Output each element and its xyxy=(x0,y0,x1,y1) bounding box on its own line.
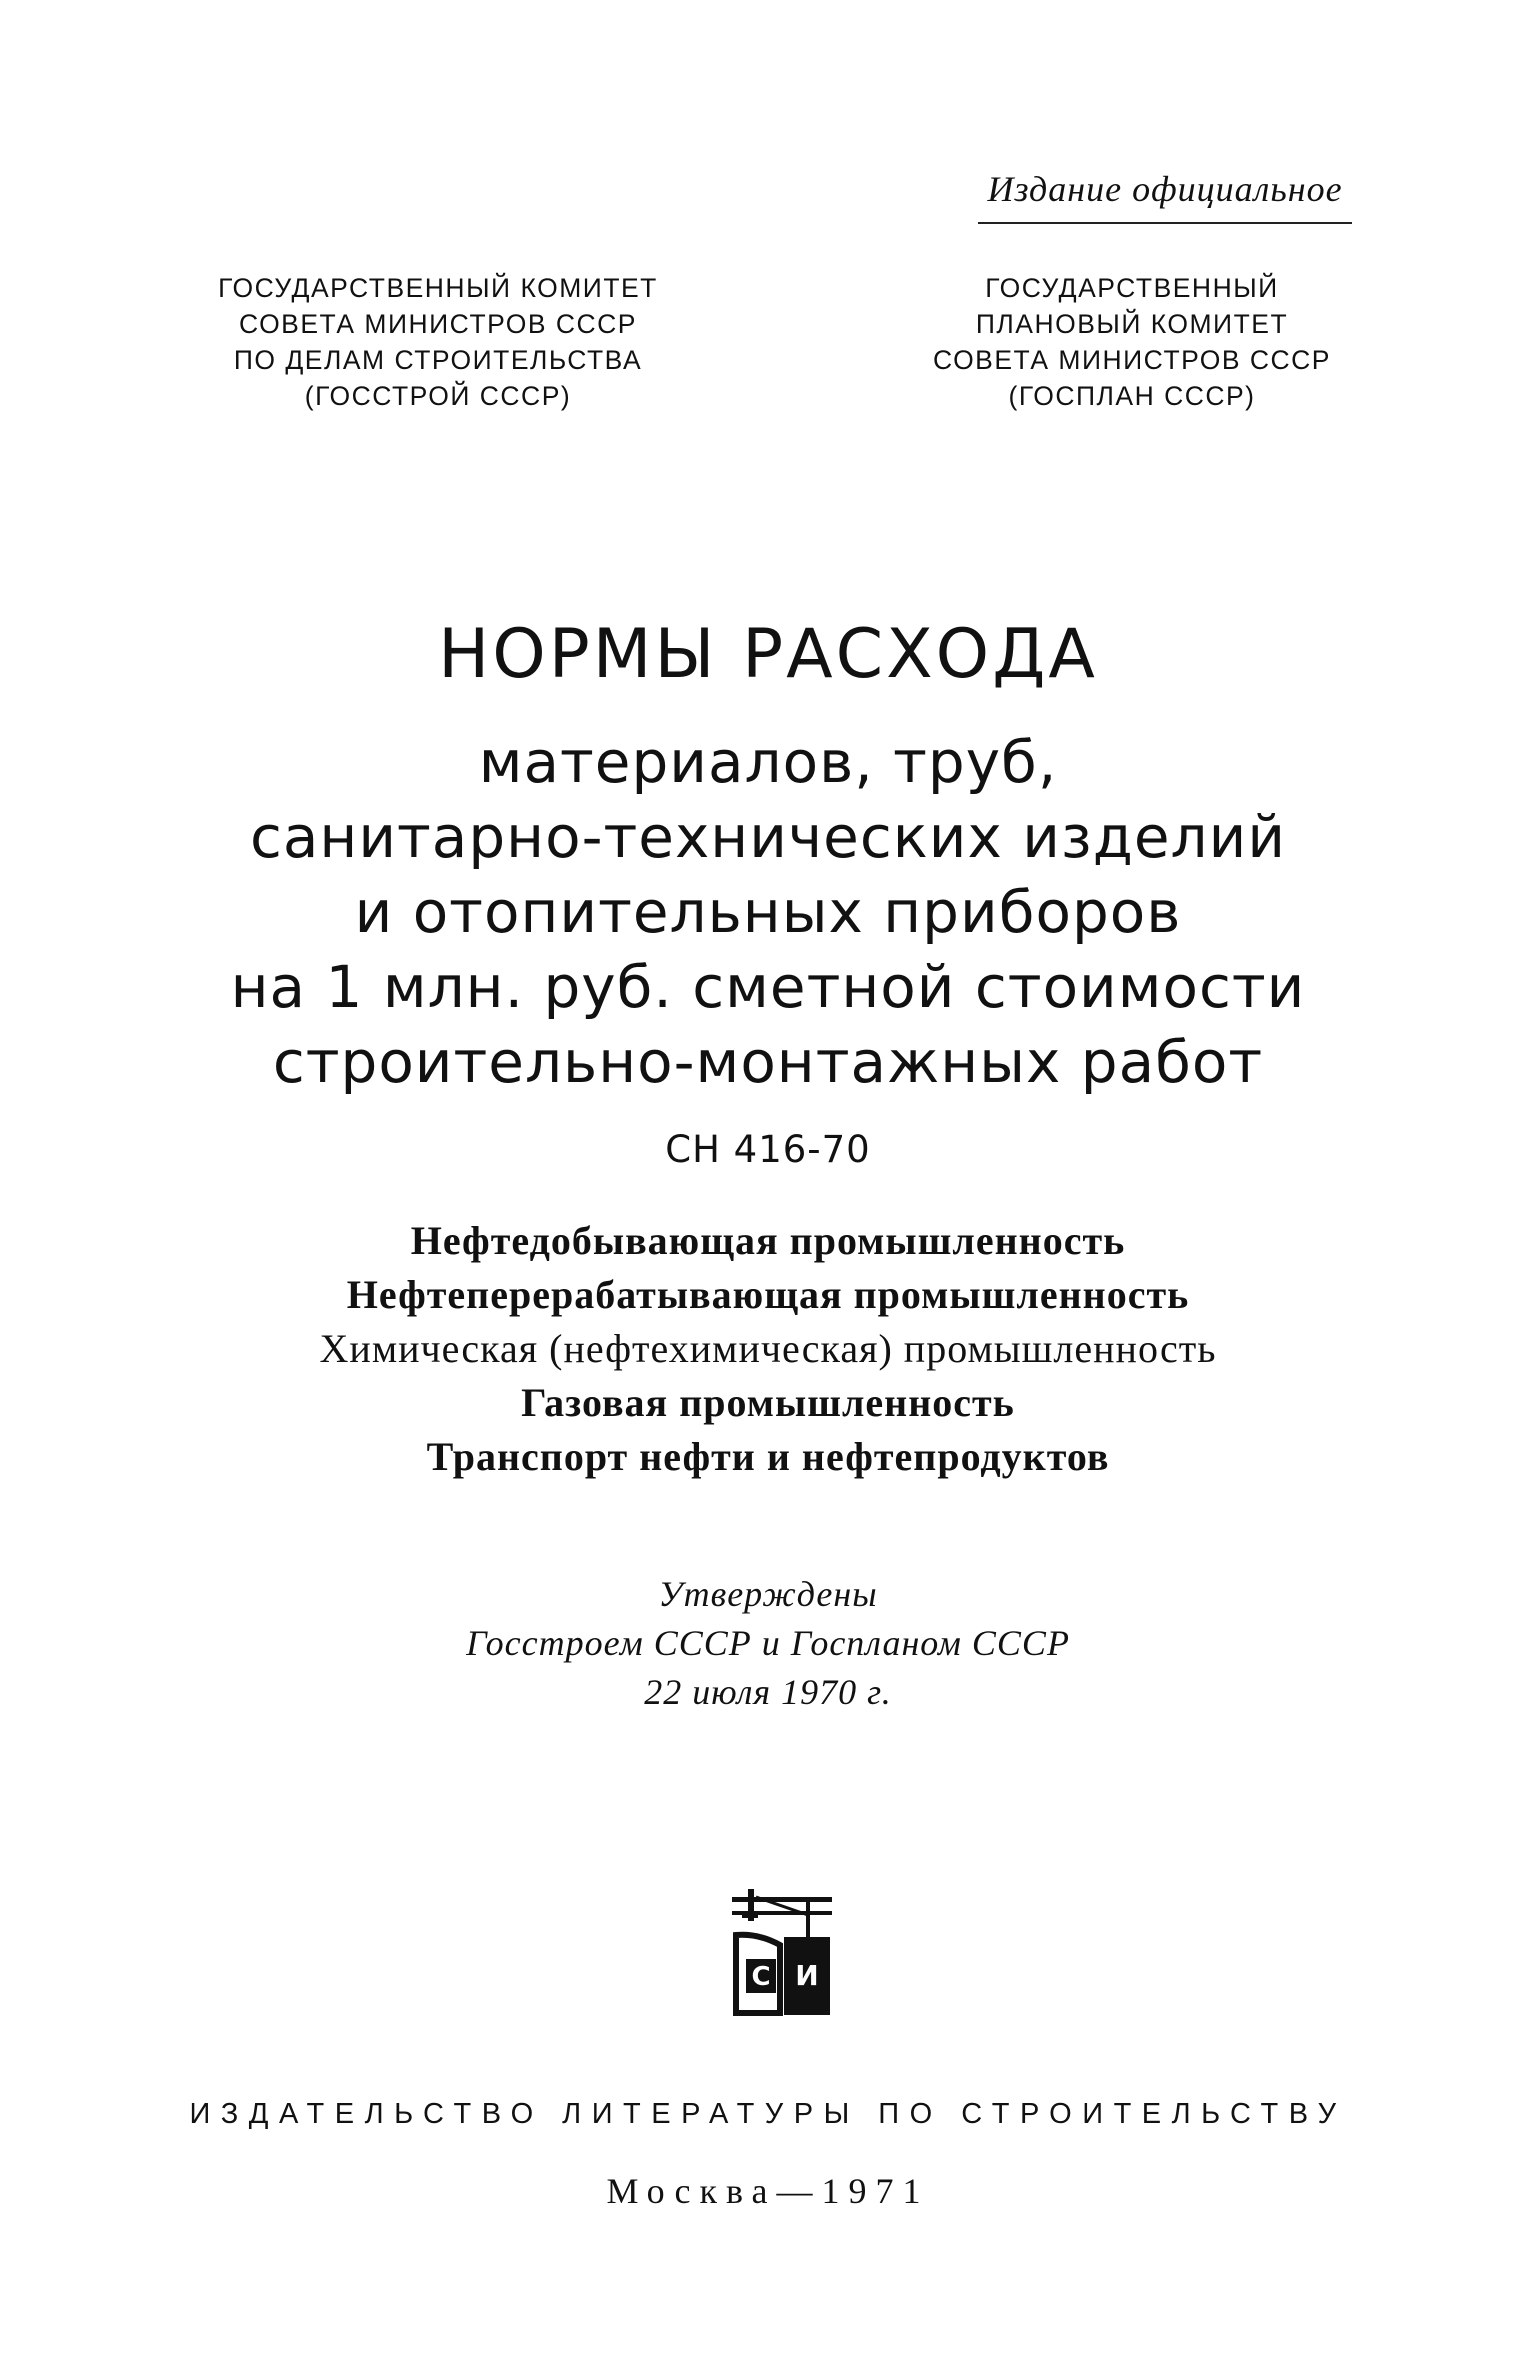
logo-letter-i: И xyxy=(795,1959,819,1992)
publisher-name: ИЗДАТЕЛЬСТВО ЛИТЕРАТУРЫ ПО СТРОИТЕЛЬСТВУ xyxy=(189,2098,1347,2130)
approval-block xyxy=(0,1570,1536,1717)
committee-gosplan xyxy=(812,270,1452,414)
industries-list xyxy=(0,1214,1536,1484)
publication-city-year: Москва—1971 xyxy=(606,2171,930,2211)
document-subtitle xyxy=(0,725,1536,1100)
industry-item: Газовая промышленность xyxy=(521,1380,1015,1425)
logo-letter-s: С xyxy=(751,1962,771,1992)
committee-line: ПЛАНОВЫЙ КОМИТЕТ xyxy=(975,309,1289,339)
subtitle-line: на 1 млн. руб. сметной стоимости xyxy=(230,953,1306,1021)
committee-line: СОВЕТА МИНИСТРОВ СССР xyxy=(239,309,637,339)
committee-line: ГОСУДАРСТВЕННЫЙ xyxy=(985,273,1279,303)
industry-item: Нефтеперерабатывающая промышленность xyxy=(346,1272,1190,1317)
subtitle-line: материалов, труб, xyxy=(478,728,1058,796)
edition-label: Издание официальное xyxy=(987,169,1343,209)
subtitle-line: строительно-монтажных работ xyxy=(272,1028,1264,1096)
industry-item: Химическая (нефтехимическая) промышленность xyxy=(319,1326,1217,1371)
committee-gosstroy xyxy=(118,270,758,414)
norm-code: СН 416-70 xyxy=(665,1128,871,1171)
industry-item: Транспорт нефти и нефтепродуктов xyxy=(426,1434,1110,1479)
committee-line: (ГОСПЛАН СССР) xyxy=(1008,381,1256,411)
document-title: НОРМЫ РАСХОДА xyxy=(438,615,1098,694)
subtitle-line: санитарно-технических изделий xyxy=(249,803,1287,871)
committee-line: ПО ДЕЛАМ СТРОИТЕЛЬСТВА xyxy=(233,345,643,375)
approval-line: Утверждены xyxy=(658,1574,878,1614)
committee-line: СОВЕТА МИНИСТРОВ СССР xyxy=(933,345,1331,375)
committee-line: (ГОССТРОЙ СССР) xyxy=(304,381,572,411)
industry-item: Нефтедобывающая промышленность xyxy=(410,1218,1126,1263)
subtitle-line: и отопительных приборов xyxy=(354,878,1182,946)
publisher-logo-icon xyxy=(728,1885,838,2020)
approval-line: Госстроем СССР и Госпланом СССР xyxy=(466,1623,1070,1663)
approval-date: 22 июля 1970 г. xyxy=(644,1672,892,1712)
edition-underline xyxy=(978,222,1352,224)
committee-line: ГОСУДАРСТВЕННЫЙ КОМИТЕТ xyxy=(218,273,658,303)
